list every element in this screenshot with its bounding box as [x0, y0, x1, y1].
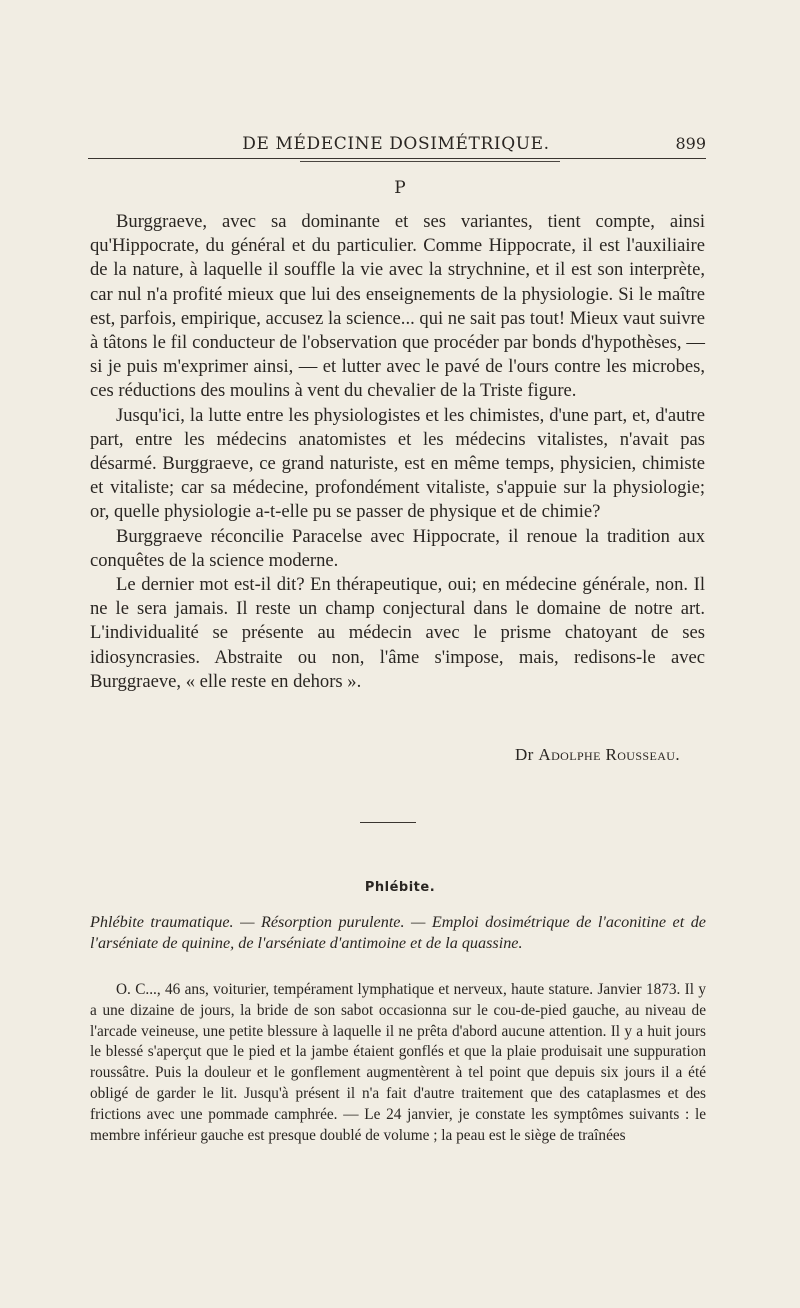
signature-prefix: Dr	[515, 745, 534, 764]
body-text	[90, 210, 705, 694]
case-report	[90, 980, 706, 1146]
page-number: 899	[675, 134, 706, 153]
running-title: DE MÉDECINE DOSIMÉTRIQUE.	[242, 134, 550, 154]
running-head	[86, 128, 706, 158]
section-separator	[360, 822, 416, 823]
author-signature	[515, 745, 680, 765]
article-summary	[90, 912, 706, 954]
paragraph: Le dernier mot est-il dit? En thérapeutique, oui; en médecine générale, non. Il ne le sera jamais. Il reste un champ conjectural dans le domaine de notre art. L'individualité se présente au médecin avec le prisme chatoyant de ses idiosyncrasies. Abstraite ou non, l'âme s'impose, mais, redisons-le avec Burggraeve, « elle reste en dehors ».	[90, 574, 705, 692]
paragraph: Burggraeve réconcilie Paracelse avec Hippocrate, il renoue la tradition aux conquêtes de la science moderne.	[90, 525, 705, 571]
summary-text: Phlébite traumatique. — Résorption purulente. — Emploi dosimétrique de l'aconitine et de l'arséniate de quinine, de l'arséniate d'antimoine et de la quassine.	[90, 913, 706, 952]
case-paragraph: O. C..., 46 ans, voiturier, tempérament lymphatique et nerveux, haute stature. Janvier 1873. Il y a une dizaine de jours, la bride de son sabot occasionna sur le cou-de-pied gauche, au niveau de l'arcade veineuse, une petite blessure à laquelle il ne prêta d'abord aucune attention. Il y a huit jours le blessé s'aperçut que le pied et la jambe étaient gonflés et que la plaie produisait une suppuration roussâtre. Puis la douleur et le gonflement augmentèrent à tel point que depuis six jours il a été obligé de garder le lit. Jusqu'à présent il n'a fait d'autre traitement que des cataplasmes et des frictions avec une pommade camphrée. — Le 24 janvier, je constate les symptômes suivants : le membre inférieur gauche est presque doublé de volume ; la peau est le siège de traînées	[90, 981, 706, 1144]
header-rule	[88, 158, 706, 159]
paragraph: Jusqu'ici, la lutte entre les physiologistes et les chimistes, d'une part, et, d'autre part, entre les médecins anatomistes et les médecins vitalistes, n'avait pas désarmé. Burggraeve, ce grand naturiste, est en même temps, physicien, chimiste et vitaliste; car sa médecine, profondément vitaliste, s'appuie sur la physiologie; or, quelle physiologie a-t-elle pu se passer de physique et de chimie?	[90, 404, 705, 523]
article-title: Phlébite.	[364, 880, 436, 895]
paragraph: Burggraeve, avec sa dominante et ses variantes, tient compte, ainsi qu'Hippocrate, du général et du particulier. Comme Hippocrate, il est l'auxiliaire de la nature, à laquelle il souffle la vie avec la strychnine, et il est son interprète, car nul n'a profité mieux que lui des enseignements de la physiologie. Si le maître est, parfois, empirique, accusez la science... qui ne sait pas tout! Mieux vaut suivre à tâtons le fil conducteur de l'observation que procéder par bonds d'hypothèses, — si je puis m'exprimer ainsi, — et lutter avec le pavé de l'ours contre les microbes, ces réductions des moulins à vent du chevalier de la Triste figure.	[90, 211, 705, 402]
signature-name: Adolphe Rousseau.	[538, 745, 680, 764]
section-letter: P	[394, 178, 406, 198]
header-rule-secondary	[300, 161, 560, 162]
